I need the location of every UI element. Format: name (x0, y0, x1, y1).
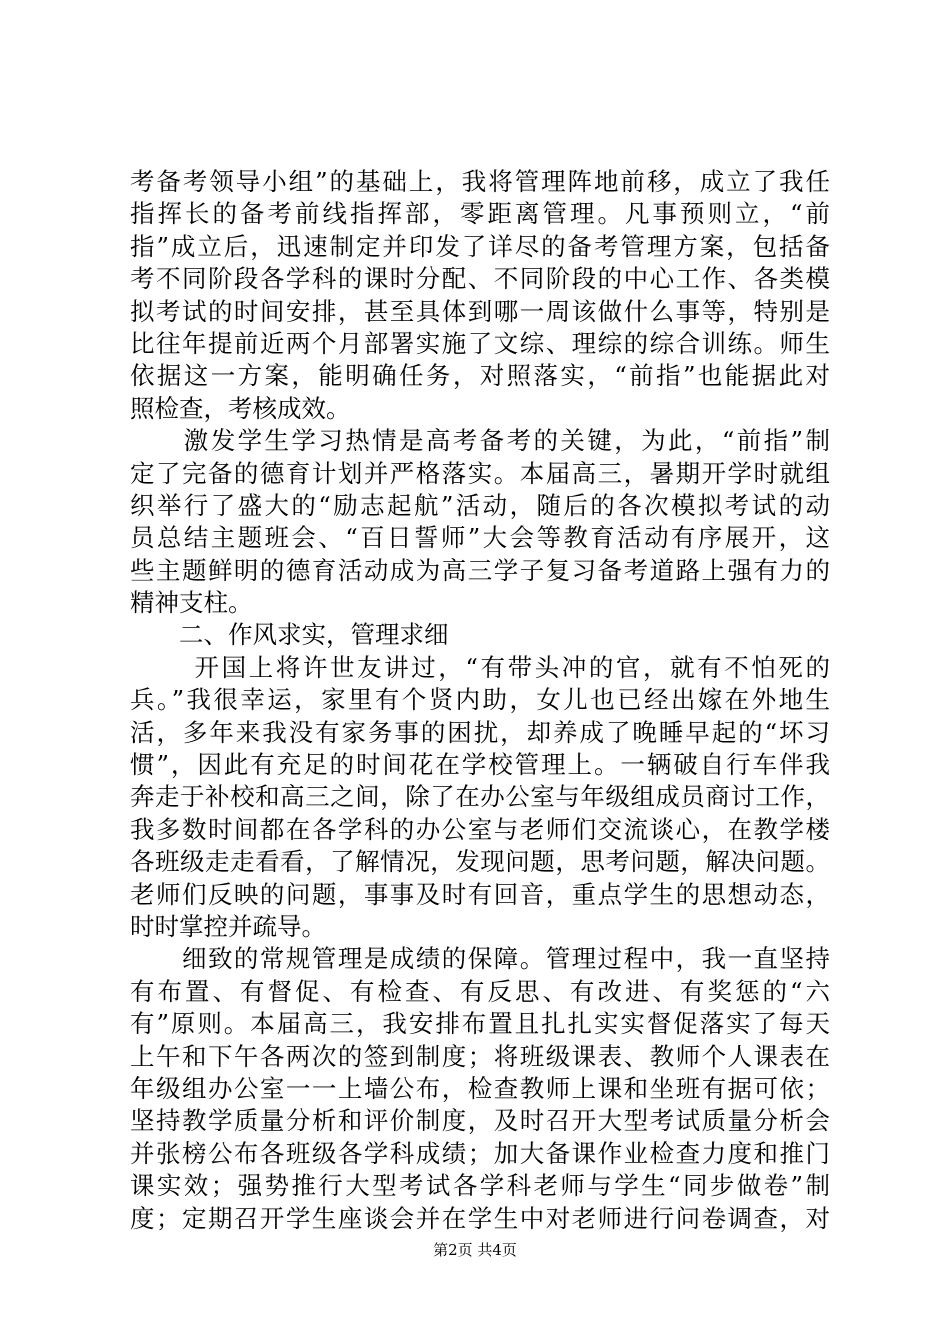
text-line: 活，多年来我没有家务事的困扰，却养成了晚睡早起的“坏习 (130, 717, 830, 747)
text-line: 开国上将许世友讲过，“有带头冲的官，就有不怕死的 (130, 652, 830, 682)
text-line: 比往年提前近两个月部署实施了文综、理综的综合训练。师生 (130, 328, 830, 358)
text-line: 时时掌控并疏导。 (130, 911, 326, 941)
text-line: 细致的常规管理是成绩的保障。管理过程中，我一直坚持 (130, 944, 830, 974)
text-line: 有”原则。本届高三，我安排布置且扎扎实实督促落实了每天 (130, 1009, 830, 1039)
text-line: 有布置、有督促、有检查、有反思、有改进、有奖惩的“六 (130, 976, 830, 1006)
text-line: 二、作风求实，管理求细 (130, 620, 449, 650)
text-line: 织举行了盛大的“励志起航”活动，随后的各次模拟考试的动 (130, 490, 830, 520)
text-line: 我多数时间都在各学科的办公室与老师们交流谈心，在教学楼 (130, 814, 830, 844)
text-line: 拟考试的时间安排，甚至具体到哪一周该做什么事等，特别是 (130, 296, 830, 326)
text-line: 各班级走走看看，了解情况，发现问题，思考问题，解决问题。 (130, 847, 830, 877)
document-body (130, 166, 830, 1235)
text-line: 并张榜公布各班级各学科成绩；加大备课作业检查力度和推门 (130, 1138, 830, 1168)
text-line: 课实效；强势推行大型考试各学科老师与学生“同步做卷”制 (130, 1171, 830, 1201)
text-line: 兵。”我很幸运，家里有个贤内助，女儿也已经出嫁在外地生 (130, 685, 830, 715)
text-line: 依据这一方案，能明确任务，对照落实，“前指”也能据此对 (130, 361, 830, 391)
text-line: 年级组办公室一一上墙公布，检查教师上课和坐班有据可依； (130, 1073, 830, 1103)
text-line: 精神支柱。 (130, 588, 253, 618)
text-line: 指挥长的备考前线指挥部，零距离管理。凡事预则立，“前 (130, 199, 830, 229)
text-line: 激发学生学习热情是高考备考的关键，为此，“前指”制 (130, 426, 830, 456)
text-line: 员总结主题班会、“百日誓师”大会等教育活动有序展开，这 (130, 523, 830, 553)
text-line: 老师们反映的问题，事事及时有回音，重点学生的思想动态， (130, 879, 830, 909)
text-line: 照检查，考核成效。 (130, 393, 351, 423)
text-line: 定了完备的德育计划并严格落实。本届高三，暑期开学时就组 (130, 458, 830, 488)
text-line: 度；定期召开学生座谈会并在学生中对老师进行问卷调查，对 (130, 1203, 830, 1233)
text-line: 上午和下午各两次的签到制度；将班级课表、教师个人课表在 (130, 1041, 830, 1071)
text-line: 些主题鲜明的德育活动成为高三学子复习备考道路上强有力的 (130, 555, 830, 585)
text-line: 考备考领导小组”的基础上，我将管理阵地前移，成立了我任 (130, 167, 830, 196)
text-line: 坚持教学质量分析和评价制度，及时召开大型考试质量分析会 (130, 1106, 830, 1136)
text-line: 考不同阶段各学科的课时分配、不同阶段的中心工作、各类模 (130, 264, 830, 294)
text-line: 奔走于补校和高三之间，除了在办公室与年级组成员商讨工作， (130, 782, 830, 812)
text-line: 惯”，因此有充足的时间花在学校管理上。一辆破自行车伴我 (130, 750, 830, 780)
page-footer: 第2页 共4页 (433, 1241, 517, 1259)
text-line: 指”成立后，迅速制定并印发了详尽的备考管理方案，包括备 (130, 231, 830, 261)
